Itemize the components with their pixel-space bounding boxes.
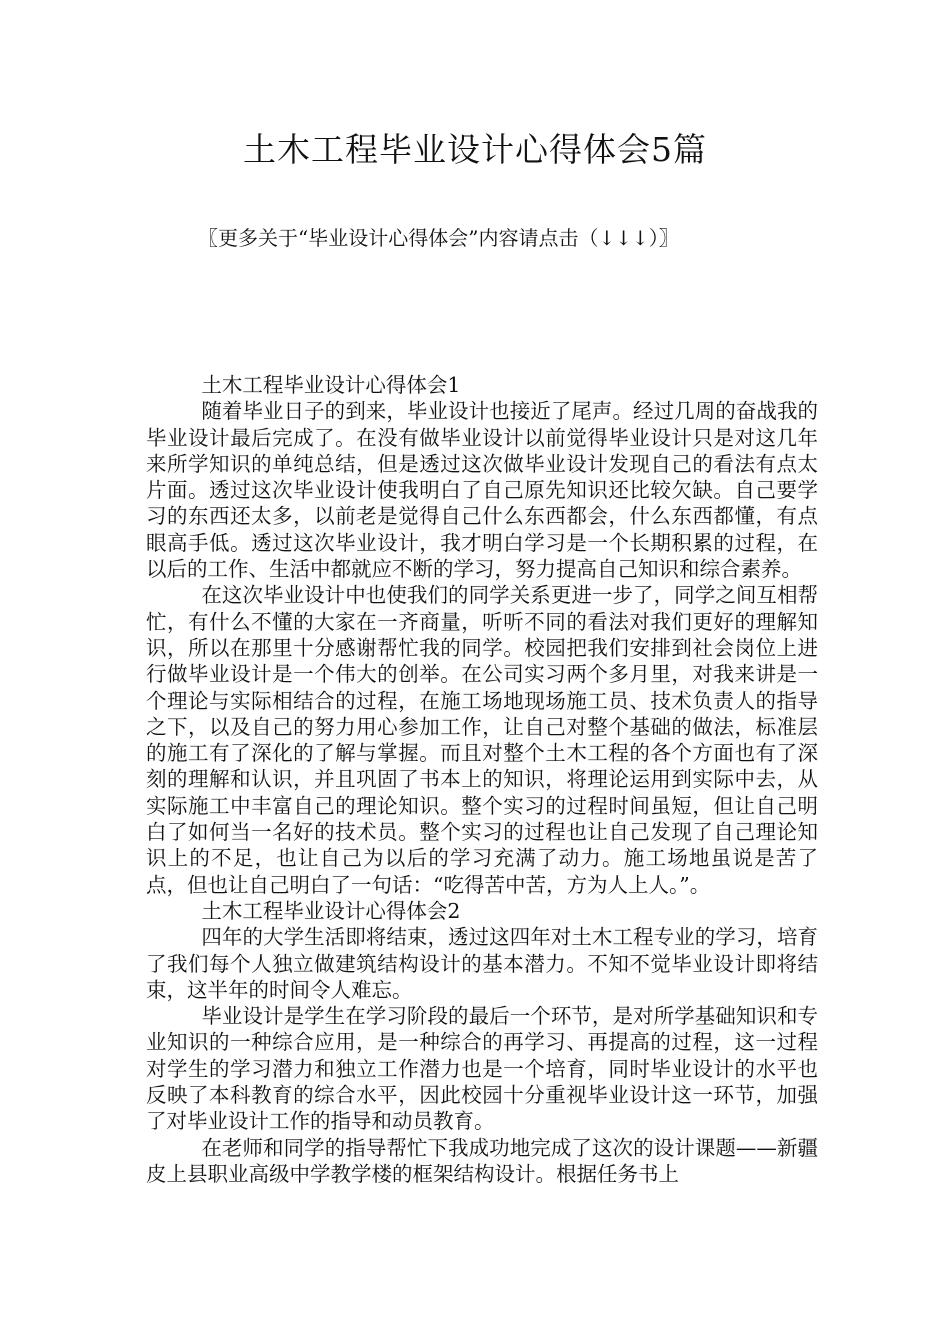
document-body bbox=[146, 372, 818, 1187]
section-heading: 土木工程毕业设计心得体会2 bbox=[201, 898, 461, 923]
section-heading: 土木工程毕业设计心得体会1 bbox=[201, 373, 461, 397]
document-title: 土木工程毕业设计心得体会5篇 bbox=[243, 130, 707, 169]
body-paragraph: 在这次毕业设计中也使我们的同学关系更进一步了，同学之间互相帮忙，有什么不懂的大家在一齐商量，听听不同的看法对我们更好的理解知识，所以在那里十分感谢帮忙我的同学。校园把我们安排到社会岗位上进行做毕业设计是一个伟大的创举。在公司实习两个多月里，对我来讲是一个理论与实际相结合的过程，在施工场地现场施工员、技术负责人的指导之下，以及自己的努力用心参加工作，让自己对整个基础的做法，标准层的施工有了深化的了解与掌握。而且对整个土木工程的各个方面也有了深刻的理解和认识，并且巩固了书本上的知识，将理论运用到实际中去，从实际施工中丰富自己的理论知识。整个实习的过程时间虽短，但让自己明白了如何当一名好的技术员。整个实习的过程也让自己发现了自己理论知识上的不足，也让自己为以后的学习充满了动力。施工场地虽说是苦了点，但也让自己明白了一句话：“吃得苦中苦，方为人上人。”。 bbox=[146, 583, 818, 897]
body-paragraph: 四年的大学生活即将结束，透过这四年对土木工程专业的学习，培育了我们每个人独立做建筑结构设计的基本潜力。不知不觉毕业设计即将结束，这半年的时间令人难忘。 bbox=[146, 925, 818, 1002]
body-paragraph: 在老师和同学的指导帮忙下我成功地完成了这次的设计课题——新疆皮上县职业高级中学教学楼的框架结构设计。根据任务书上 bbox=[146, 1135, 818, 1186]
body-paragraph: 毕业设计是学生在学习阶段的最后一个环节，是对所学基础知识和专业知识的一种综合应用，是一种综合的再学习、再提高的过程，这一过程对学生的学习潜力和独立工作潜力也是一个培育，同时毕业设计的水平也反映了本科教育的综合水平，因此校园十分重视毕业设计这一环节，加强了对毕业设计工作的指导和动员教育。 bbox=[146, 1004, 818, 1134]
body-paragraph: 随着毕业日子的到来，毕业设计也接近了尾声。经过几周的奋战我的毕业设计最后完成了。在没有做毕业设计以前觉得毕业设计只是对这几年来所学知识的单纯总结，但是透过这次做毕业设计发现自己的看法有点太片面。透过这次毕业设计使我明白了自己原先知识还比较欠缺。自己要学习的东西还太多，以前老是觉得自己什么东西都会，什么东西都懂，有点眼高手低。透过这次毕业设计，我才明白学习是一个长期积累的过程，在以后的工作、生活中都就应不断的学习，努力提高自己知识和综合素养。 bbox=[146, 399, 818, 582]
more-content-link[interactable]: 〖更多关于“毕业设计心得体会”内容请点击（↓↓↓）〗 bbox=[198, 226, 679, 250]
